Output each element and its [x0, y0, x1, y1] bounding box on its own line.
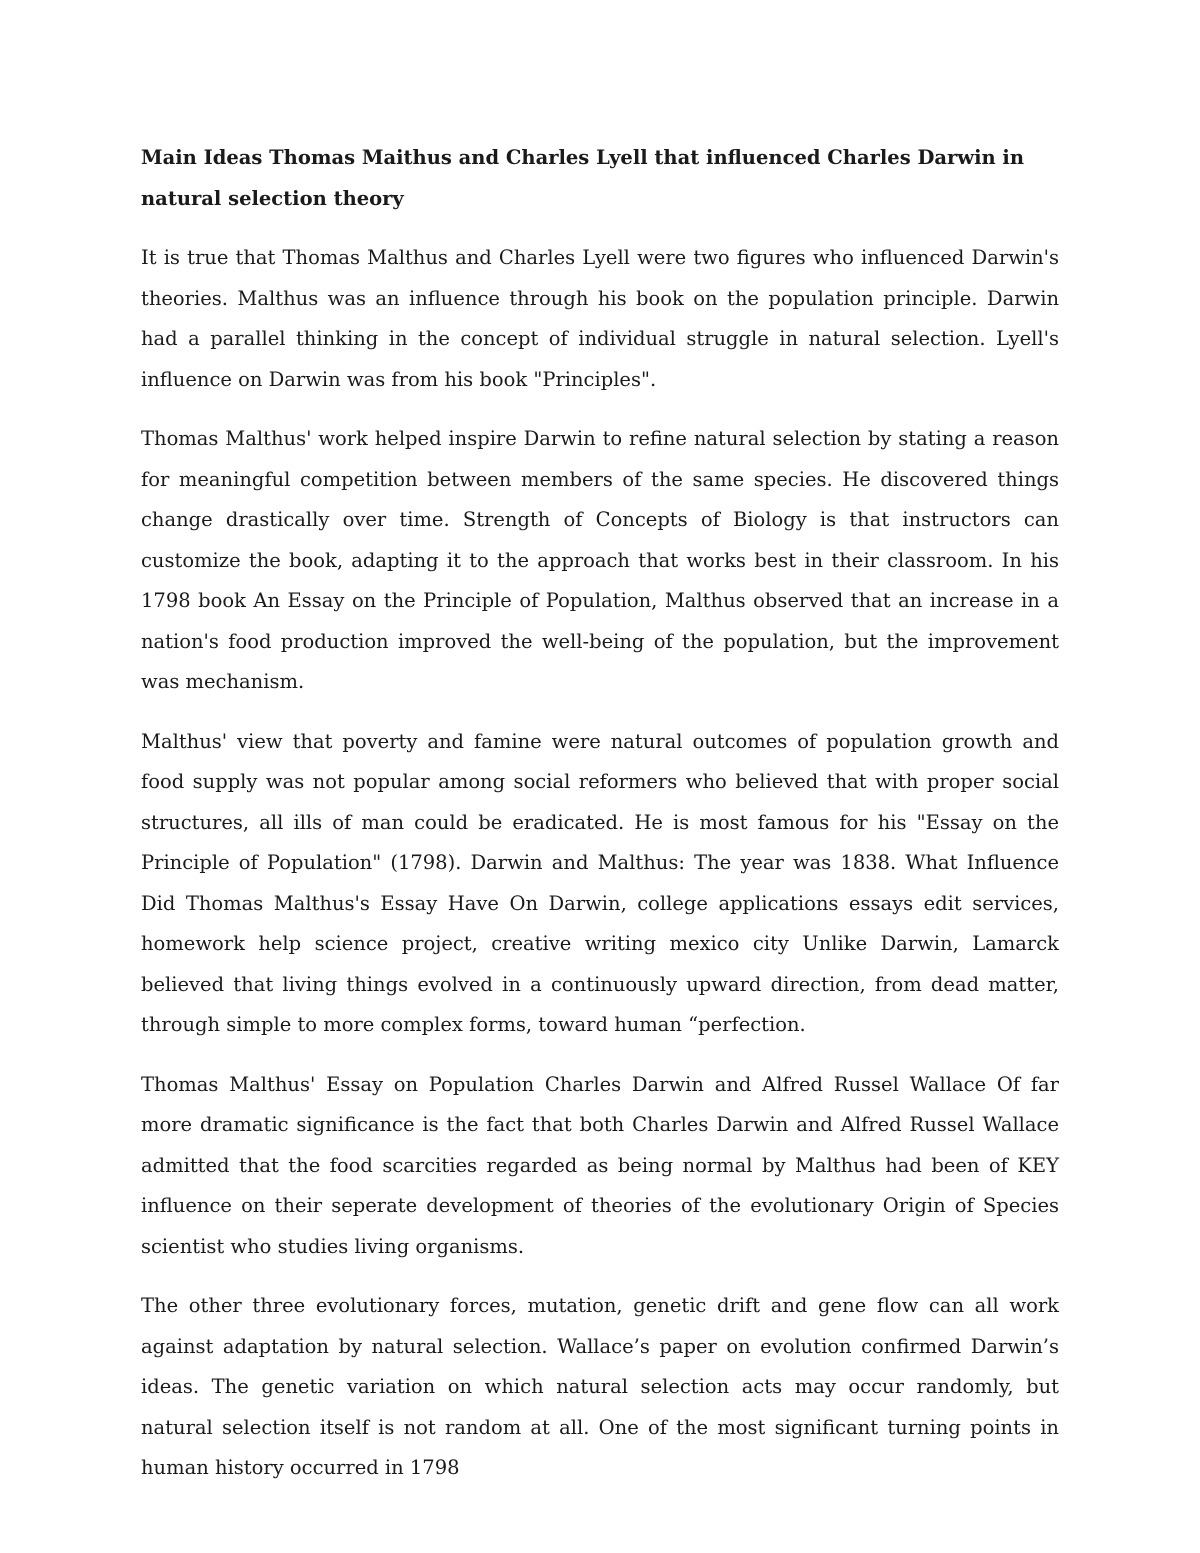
paragraph-3: Malthus' view that poverty and famine were natural outcomes of population growth and food supply was not popular among social reformers who believed that with proper social structures, all ills of man could be eradicated. He is most famous for his "Essay on the Principle of Population" (1798). Darwin and Malthus: The year was 1838. What Influence Did Thomas Malthus's Essay Have On Darwin, college applications essays edit services, homework help science project, creative writing mexico city Unlike Darwin, Lamarck believed that living things evolved in a continuously upward direction, from dead matter, through simple to more complex forms, toward human “perfection. — [141, 729, 1059, 1036]
document-title: Main Ideas Thomas Maithus and Charles Lyell that influenced Charles Darwin in natural selection theory — [141, 146, 1025, 210]
paragraph-1: It is true that Thomas Malthus and Charles Lyell were two figures who influenced Darwin's theories. Malthus was an influence through his book on the population principle. Darwin had a parallel thinking in the concept of individual struggle in natural selection. Lyell's influence on Darwin was from his book "Principles". — [141, 246, 1059, 391]
paragraph-5: The other three evolutionary forces, mutation, genetic drift and gene flow can all work against adaptation by natural selection. Wallace’s paper on evolution confirmed Darwin’s ideas. The genetic variation on which natural selection acts may occur randomly, but natural selection itself is not random at all. One of the most significant turning points in human history occurred in 1798 — [141, 1294, 1059, 1479]
paragraph-2: Thomas Malthus' work helped inspire Darwin to refine natural selection by stating a reason for meaningful competition between members of the same species. He discovered things change drastically over time. Strength of Concepts of Biology is that instructors can customize the book, adapting it to the approach that works best in their classroom. In his 1798 book An Essay on the Principle of Population, Malthus observed that an increase in a nation's food production improved the well-being of the population, but the improvement was mechanism. — [141, 427, 1059, 693]
document-body — [141, 138, 1059, 1508]
paragraph-4: Thomas Malthus' Essay on Population Charles Darwin and Alfred Russel Wallace Of far more dramatic significance is the fact that both Charles Darwin and Alfred Russel Wallace admitted that the food scarcities regarded as being normal by Malthus had been of KEY influence on their seperate development of theories of the evolutionary Origin of Species scientist who studies living organisms. — [141, 1072, 1059, 1258]
